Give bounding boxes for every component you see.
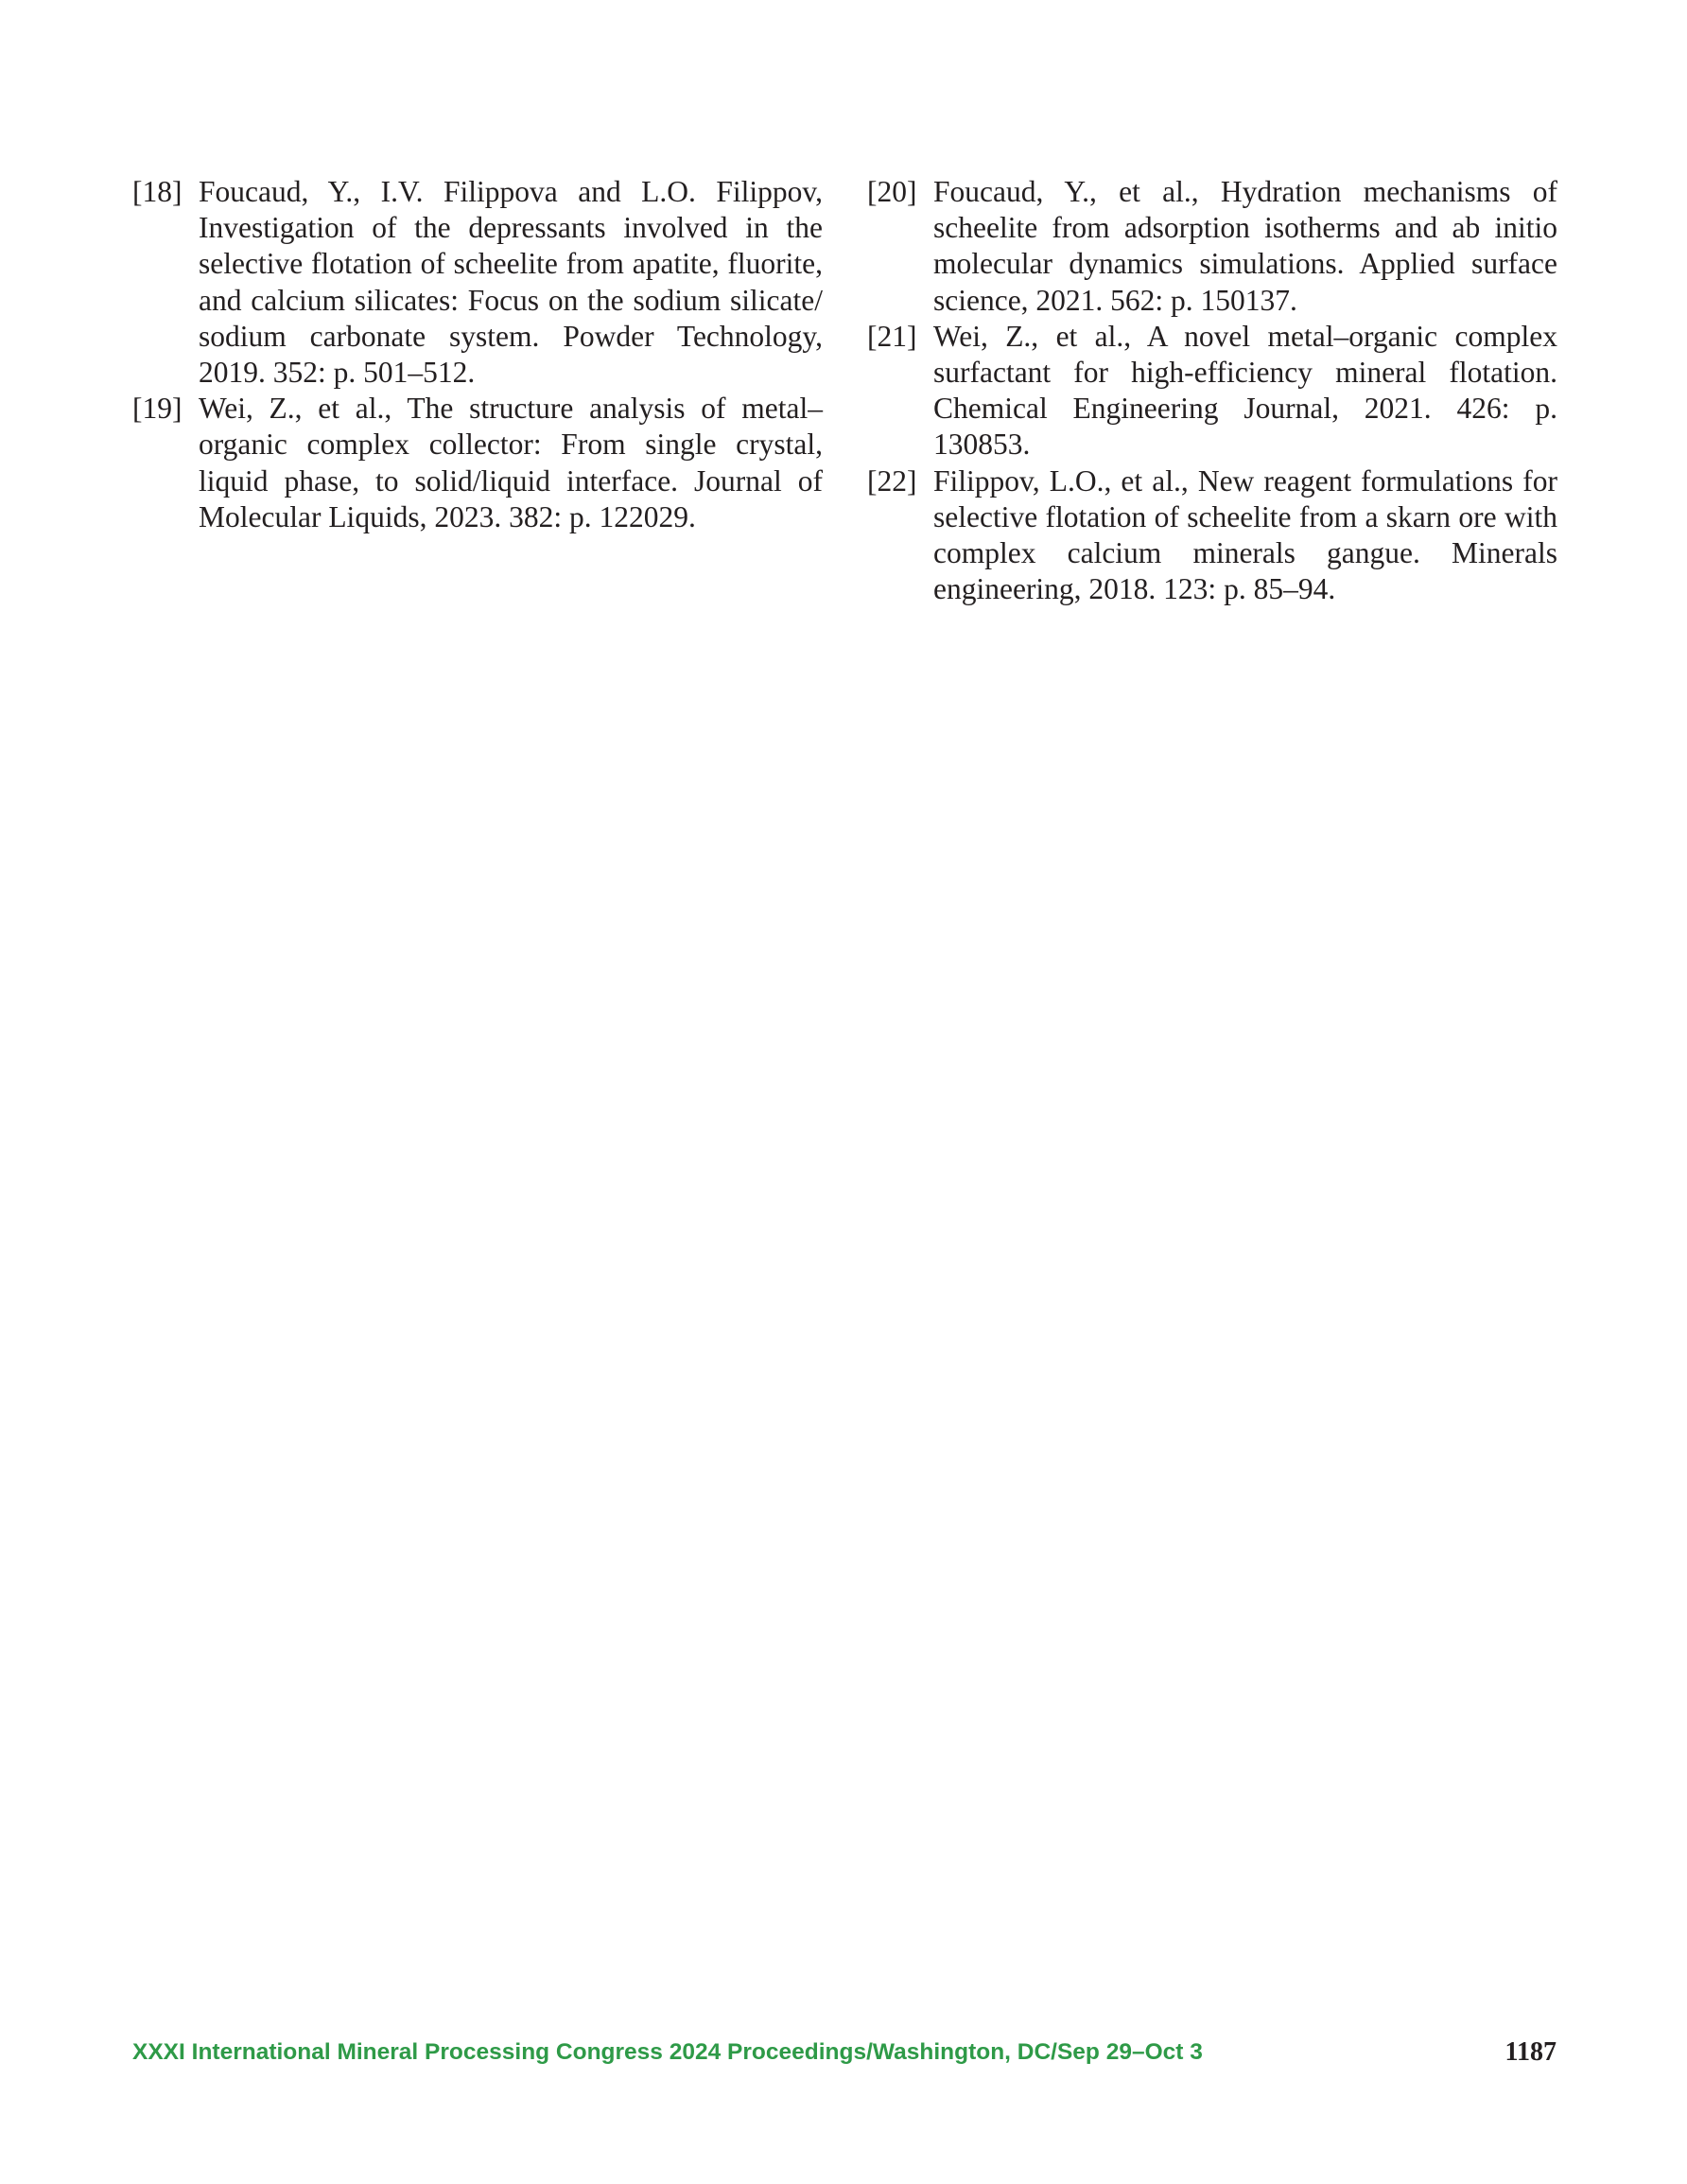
reference-number: [22] [867, 463, 917, 498]
reference-entry [132, 174, 823, 391]
reference-number: [18] [132, 175, 183, 208]
reference-number: [21] [867, 319, 917, 353]
reference-entry [132, 391, 823, 535]
reference-text: Foucaud, Y., et al., Hydration mechanisms of scheelite from adsorption isotherms and ab initio molecular dynamics simulations. Applied surface science, 2021. 562: p. 150137. [933, 175, 1557, 317]
page-footer [132, 2034, 1557, 2071]
reference-text: Foucaud, Y., I.V. Filippova and L.O. Filippov, Investigation of the depressants involved in the selective flotation of scheelite from apatite, fluorite, and calcium silicates: Focus on the sodium silicate/ sodium carbonate system. Powder Technology, 2019. 352: p. 501–512. [199, 175, 823, 390]
reference-list-right-column [867, 174, 1557, 607]
page-number: 1187 [1504, 2037, 1557, 2067]
reference-text: Wei, Z., et al., A novel metal–organic complex surfactant for high-efficiency mineral flotation. Chemical Engineering Journal, 2021. 426: p. 130853. [933, 319, 1557, 462]
reference-number: [20] [867, 175, 917, 208]
reference-entry [867, 174, 1557, 319]
reference-text: Filippov, L.O., et al., New reagent formulations for selective flotation of scheelite from a skarn ore with complex calcium minerals gangue. Minerals engineering, 2018. 123: p. 85–94. [933, 463, 1557, 606]
reference-entry [867, 319, 1557, 463]
reference-number: [19] [132, 392, 183, 426]
reference-text: Wei, Z., et al., The structure analysis of metal– organic complex collector: From single crystal, liquid phase, to solid/liquid interface. Journal of Molecular Liquids, 2023. 382: p. 122029. [199, 392, 823, 533]
footer-proceedings-title: XXXI International Mineral Processing Congress 2024 Proceedings/Washington, DC/Sep 29–Oct 3 [132, 2039, 1203, 2065]
reference-entry [867, 463, 1557, 608]
reference-list-left-column [132, 174, 823, 535]
